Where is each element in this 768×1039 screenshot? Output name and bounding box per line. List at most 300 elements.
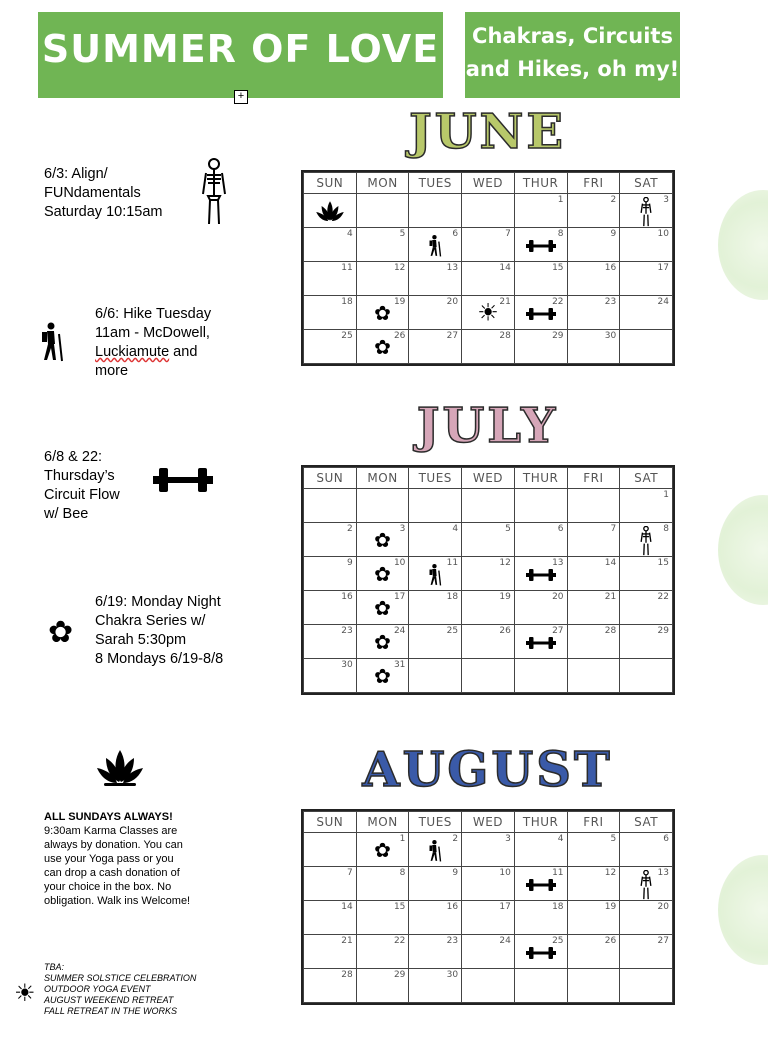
day-number: 14 bbox=[499, 263, 511, 273]
event-text: 6/3: Align/ bbox=[44, 166, 108, 182]
calendar-day-cell bbox=[620, 659, 673, 693]
calendar-day-cell bbox=[409, 659, 462, 693]
day-number: 4 bbox=[452, 524, 459, 534]
day-number: 22 bbox=[393, 936, 406, 946]
calendar-day-cell bbox=[409, 833, 462, 867]
event-text: and bbox=[169, 344, 198, 360]
calendar-day-cell bbox=[620, 867, 673, 901]
skeleton-icon bbox=[639, 870, 653, 900]
day-number: 9 bbox=[610, 229, 617, 239]
calendar-day-cell bbox=[356, 330, 409, 364]
calendar-day-cell bbox=[567, 659, 620, 693]
calendar-day-cell bbox=[356, 969, 409, 1003]
day-number: 18 bbox=[341, 297, 353, 307]
calendar-day-cell bbox=[620, 591, 673, 625]
tba-line: TBA: bbox=[44, 962, 65, 972]
calendar-day-cell bbox=[462, 262, 515, 296]
decorative-flower bbox=[718, 495, 768, 605]
month-title-august: AUGUST bbox=[362, 742, 613, 798]
calendar-day-cell bbox=[409, 867, 462, 901]
day-number: 6 bbox=[663, 834, 669, 844]
calendar-day-cell bbox=[567, 489, 620, 523]
day-number: 3 bbox=[505, 834, 511, 844]
calendar-day-cell bbox=[514, 833, 567, 867]
calendar-day-cell bbox=[514, 523, 567, 557]
weekday-header: FRI bbox=[567, 173, 620, 194]
calendar-day-cell bbox=[514, 901, 567, 935]
hiker-icon bbox=[427, 564, 443, 586]
calendar-day-cell bbox=[567, 296, 620, 330]
day-number: 2 bbox=[452, 834, 459, 844]
day-number: 13 bbox=[446, 263, 459, 273]
event-text: 6/6: Hike Tuesday bbox=[95, 306, 212, 322]
calendar-day-cell bbox=[567, 901, 620, 935]
lotus-icon bbox=[315, 200, 345, 224]
calendar-day-cell bbox=[567, 833, 620, 867]
day-number: 4 bbox=[346, 229, 353, 239]
day-number: 5 bbox=[610, 834, 617, 844]
calendar-day-cell bbox=[356, 489, 409, 523]
day-number: 12 bbox=[499, 558, 511, 568]
day-number: 14 bbox=[341, 902, 353, 912]
day-number: 13 bbox=[552, 558, 564, 568]
day-number: 28 bbox=[341, 970, 353, 980]
day-number: 19 bbox=[604, 902, 617, 912]
weekday-header: FRI bbox=[567, 468, 620, 489]
day-number: 27 bbox=[446, 331, 459, 341]
day-number: 16 bbox=[604, 263, 617, 273]
calendar-day-cell bbox=[620, 969, 673, 1003]
day-number: 23 bbox=[341, 626, 353, 636]
calendar-day-cell bbox=[462, 591, 515, 625]
weekday-header: WED bbox=[462, 812, 515, 833]
calendar-day-cell bbox=[356, 523, 409, 557]
day-number: 7 bbox=[505, 229, 511, 239]
weekday-header: MON bbox=[356, 173, 409, 194]
day-number: 23 bbox=[604, 297, 617, 307]
calendar-day-cell bbox=[462, 228, 515, 262]
flower-icon: ✿ bbox=[374, 564, 391, 587]
weekday-header: TUES bbox=[409, 173, 462, 194]
calendar-day-cell bbox=[409, 523, 462, 557]
calendar-july bbox=[301, 465, 675, 695]
weekday-header: WED bbox=[462, 468, 515, 489]
calendar-day-cell bbox=[409, 557, 462, 591]
event-text: FUNdamentals bbox=[44, 185, 141, 201]
day-number: 21 bbox=[499, 297, 511, 307]
tba-line: SUMMER SOLSTICE CELEBRATION bbox=[44, 973, 197, 983]
calendar-day-cell bbox=[462, 867, 515, 901]
calendar-day-cell bbox=[304, 935, 357, 969]
calendar-day-cell bbox=[356, 262, 409, 296]
day-number: 16 bbox=[446, 902, 459, 912]
weekday-header: SUN bbox=[304, 812, 357, 833]
calendar-day-cell bbox=[409, 194, 462, 228]
dumbbell-icon bbox=[526, 568, 556, 582]
calendar-august bbox=[301, 809, 675, 1005]
day-number: 2 bbox=[346, 524, 353, 534]
event-text: more bbox=[95, 363, 129, 379]
day-number: 8 bbox=[399, 868, 406, 878]
calendar-day-cell bbox=[620, 901, 673, 935]
calendar-day-cell bbox=[356, 659, 409, 693]
calendar-day-cell bbox=[304, 833, 357, 867]
day-number: 11 bbox=[446, 558, 459, 568]
day-number: 15 bbox=[552, 263, 564, 273]
calendar-day-cell bbox=[567, 969, 620, 1003]
calendar-day-cell bbox=[356, 625, 409, 659]
day-number: 7 bbox=[346, 868, 353, 878]
calendar-day-cell bbox=[409, 901, 462, 935]
calendar-day-cell bbox=[462, 194, 515, 228]
calendar-day-cell bbox=[514, 969, 567, 1003]
day-number: 5 bbox=[505, 524, 511, 534]
note-line: can drop a cash donation of bbox=[44, 867, 180, 879]
weekday-header: SAT bbox=[620, 812, 673, 833]
day-number: 30 bbox=[341, 660, 353, 670]
calendar-day-cell bbox=[620, 262, 673, 296]
calendar-day-cell bbox=[567, 867, 620, 901]
event-align bbox=[44, 165, 194, 222]
calendar-day-cell bbox=[514, 591, 567, 625]
day-number: 23 bbox=[446, 936, 459, 946]
calendar-day-cell bbox=[409, 489, 462, 523]
event-text: 6/8 & 22: bbox=[44, 449, 103, 465]
day-number: 30 bbox=[604, 331, 617, 341]
calendar-day-cell bbox=[514, 228, 567, 262]
calendar-day-cell bbox=[620, 935, 673, 969]
flower-icon: ✿ bbox=[374, 666, 391, 689]
calendar-day-cell bbox=[567, 625, 620, 659]
month-title-july: JULY bbox=[416, 398, 559, 454]
event-text: Luckiamute bbox=[95, 344, 170, 360]
calendar-day-cell bbox=[304, 330, 357, 364]
title-banner bbox=[38, 12, 443, 98]
note-line: obligation. Walk ins Welcome! bbox=[44, 895, 191, 907]
day-number: 30 bbox=[446, 970, 459, 980]
day-number: 14 bbox=[604, 558, 617, 568]
weekday-header: THUR bbox=[514, 812, 567, 833]
flower-icon: ✿ bbox=[374, 337, 391, 360]
event-hike bbox=[95, 305, 265, 381]
calendar-day-cell bbox=[567, 591, 620, 625]
day-number: 25 bbox=[552, 936, 564, 946]
calendar-day-cell bbox=[304, 194, 357, 228]
event-circuit bbox=[44, 448, 154, 524]
weekday-header: MON bbox=[356, 812, 409, 833]
day-number: 11 bbox=[341, 263, 353, 273]
flower-icon: ✿ bbox=[374, 530, 391, 553]
calendar-day-cell bbox=[304, 489, 357, 523]
day-number: 26 bbox=[604, 936, 617, 946]
calendar-day-cell bbox=[462, 901, 515, 935]
flower-icon: ✿ bbox=[374, 632, 391, 655]
day-number: 2 bbox=[610, 195, 617, 205]
dumbbell-icon bbox=[526, 307, 556, 321]
calendar-day-cell bbox=[462, 659, 515, 693]
day-number: 12 bbox=[393, 263, 406, 273]
subtitle-line: Chakras, Circuits bbox=[472, 24, 673, 48]
calendar-day-cell bbox=[462, 833, 515, 867]
day-number: 3 bbox=[399, 524, 406, 534]
calendar-day-cell bbox=[356, 935, 409, 969]
calendar-day-cell bbox=[409, 296, 462, 330]
day-number: 28 bbox=[604, 626, 617, 636]
calendar-day-cell bbox=[620, 489, 673, 523]
event-text: Circuit Flow bbox=[44, 487, 120, 503]
day-number: 21 bbox=[341, 936, 353, 946]
subtitle-banner bbox=[465, 12, 680, 98]
calendar-day-cell bbox=[620, 194, 673, 228]
day-number: 26 bbox=[393, 331, 406, 341]
calendar-day-cell bbox=[620, 296, 673, 330]
calendar-day-cell bbox=[567, 935, 620, 969]
day-number: 6 bbox=[557, 524, 564, 534]
weekday-header: THUR bbox=[514, 468, 567, 489]
day-number: 29 bbox=[657, 626, 669, 636]
calendar-day-cell bbox=[567, 330, 620, 364]
note-line: your choice in the box. No bbox=[44, 881, 172, 893]
day-number: 3 bbox=[663, 195, 669, 205]
day-number: 9 bbox=[452, 868, 459, 878]
page-title: SUMMER OF LOVE bbox=[41, 27, 440, 71]
sun-icon: ☀ bbox=[14, 980, 36, 1007]
calendar-day-cell bbox=[514, 867, 567, 901]
calendar-day-cell bbox=[304, 969, 357, 1003]
event-text: w/ Bee bbox=[44, 506, 89, 522]
day-number: 27 bbox=[657, 936, 669, 946]
calendar-day-cell bbox=[514, 489, 567, 523]
day-number: 20 bbox=[657, 902, 669, 912]
calendar-day-cell bbox=[304, 901, 357, 935]
day-number: 10 bbox=[393, 558, 406, 568]
note-line: 9:30am Karma Classes are bbox=[44, 825, 178, 837]
dumbbell-icon bbox=[526, 946, 556, 960]
day-number: 11 bbox=[552, 868, 564, 878]
calendar-day-cell bbox=[409, 228, 462, 262]
weekday-header: FRI bbox=[567, 812, 620, 833]
calendar-day-cell bbox=[409, 969, 462, 1003]
day-number: 5 bbox=[399, 229, 406, 239]
day-number: 10 bbox=[657, 229, 669, 239]
event-text: Chakra Series w/ bbox=[95, 613, 206, 629]
day-number: 15 bbox=[657, 558, 669, 568]
decorative-flower bbox=[718, 190, 768, 300]
calendar-day-cell bbox=[356, 296, 409, 330]
note-line: always by donation. You can bbox=[44, 839, 183, 851]
event-text: Saturday 10:15am bbox=[44, 204, 163, 220]
calendar-day-cell bbox=[620, 557, 673, 591]
event-text: 6/19: Monday Night bbox=[95, 594, 221, 610]
lotus-icon bbox=[96, 748, 144, 788]
calendar-day-cell bbox=[304, 659, 357, 693]
day-number: 1 bbox=[399, 834, 406, 844]
calendar-day-cell bbox=[514, 194, 567, 228]
weekday-header: WED bbox=[462, 173, 515, 194]
day-number: 17 bbox=[657, 263, 669, 273]
day-number: 20 bbox=[552, 592, 564, 602]
calendar-day-cell bbox=[304, 591, 357, 625]
day-number: 12 bbox=[604, 868, 617, 878]
skeleton-icon bbox=[200, 158, 228, 226]
calendar-day-cell bbox=[462, 489, 515, 523]
event-text: Thursday’s bbox=[44, 468, 115, 484]
event-text: Sarah 5:30pm bbox=[95, 632, 187, 648]
day-number: 4 bbox=[557, 834, 564, 844]
day-number: 18 bbox=[446, 592, 459, 602]
calendar-day-cell bbox=[567, 557, 620, 591]
calendar-day-cell bbox=[620, 833, 673, 867]
note-line: use your Yoga pass or you bbox=[44, 853, 174, 865]
tba-line: AUGUST WEEKEND RETREAT bbox=[44, 995, 174, 1005]
sundays-note bbox=[44, 810, 244, 908]
calendar-day-cell bbox=[462, 557, 515, 591]
calendar-day-cell bbox=[304, 262, 357, 296]
weekday-header: TUES bbox=[409, 812, 462, 833]
note-heading: ALL SUNDAYS ALWAYS! bbox=[44, 811, 173, 823]
day-number: 8 bbox=[663, 524, 669, 534]
calendar-day-cell bbox=[356, 228, 409, 262]
day-number: 20 bbox=[446, 297, 459, 307]
tba-line: OUTDOOR YOGA EVENT bbox=[44, 984, 151, 994]
event-chakra bbox=[95, 593, 275, 669]
calendar-day-cell bbox=[514, 262, 567, 296]
day-number: 25 bbox=[341, 331, 353, 341]
day-number: 21 bbox=[604, 592, 617, 602]
calendar-day-cell bbox=[514, 296, 567, 330]
calendar-june bbox=[301, 170, 675, 366]
day-number: 25 bbox=[446, 626, 459, 636]
tba-list bbox=[44, 962, 244, 1017]
day-number: 15 bbox=[393, 902, 406, 912]
day-number: 9 bbox=[346, 558, 353, 568]
calendar-day-cell bbox=[462, 330, 515, 364]
calendar-day-cell bbox=[462, 969, 515, 1003]
calendar-day-cell bbox=[567, 228, 620, 262]
event-text bbox=[95, 343, 265, 362]
day-number: 7 bbox=[610, 524, 617, 534]
dumbbell-icon bbox=[526, 878, 556, 892]
flower-icon: ✿ bbox=[48, 616, 74, 649]
calendar-day-cell bbox=[462, 523, 515, 557]
day-number: 6 bbox=[452, 229, 459, 239]
calendar-day-cell bbox=[462, 296, 515, 330]
flower-icon: ✿ bbox=[374, 303, 391, 326]
dumbbell-icon bbox=[153, 466, 213, 494]
skeleton-icon bbox=[639, 526, 653, 556]
calendar-day-cell bbox=[356, 867, 409, 901]
day-number: 29 bbox=[552, 331, 564, 341]
calendar-day-cell bbox=[409, 625, 462, 659]
calendar-day-cell bbox=[304, 557, 357, 591]
calendar-day-cell bbox=[514, 659, 567, 693]
day-number: 13 bbox=[657, 868, 669, 878]
calendar-day-cell bbox=[567, 262, 620, 296]
calendar-day-cell bbox=[409, 591, 462, 625]
skeleton-icon bbox=[639, 197, 653, 227]
calendar-day-cell bbox=[620, 228, 673, 262]
day-number: 17 bbox=[499, 902, 511, 912]
decorative-flower bbox=[718, 855, 768, 965]
calendar-day-cell bbox=[409, 330, 462, 364]
calendar-day-cell bbox=[462, 625, 515, 659]
calendar-day-cell bbox=[514, 330, 567, 364]
calendar-day-cell bbox=[356, 194, 409, 228]
day-number: 18 bbox=[552, 902, 564, 912]
calendar-day-cell bbox=[514, 625, 567, 659]
flower-icon: ✿ bbox=[374, 840, 391, 863]
calendar-day-cell bbox=[462, 935, 515, 969]
day-number: 24 bbox=[499, 936, 511, 946]
calendar-day-cell bbox=[514, 935, 567, 969]
hiker-icon bbox=[427, 235, 443, 257]
calendar-day-cell bbox=[620, 523, 673, 557]
calendar-day-cell bbox=[567, 194, 620, 228]
day-number: 26 bbox=[499, 626, 511, 636]
tba-line: FALL RETREAT IN THE WORKS bbox=[44, 1006, 178, 1016]
weekday-header: SAT bbox=[620, 173, 673, 194]
calendar-day-cell bbox=[356, 591, 409, 625]
calendar-day-cell bbox=[304, 625, 357, 659]
day-number: 24 bbox=[657, 297, 669, 307]
move-handle-icon[interactable]: + bbox=[234, 90, 248, 104]
day-number: 16 bbox=[341, 592, 353, 602]
day-number: 19 bbox=[499, 592, 511, 602]
weekday-header: SAT bbox=[620, 468, 673, 489]
weekday-header: SUN bbox=[304, 468, 357, 489]
hiker-icon bbox=[427, 840, 443, 862]
calendar-day-cell bbox=[304, 523, 357, 557]
weekday-header: TUES bbox=[409, 468, 462, 489]
calendar-day-cell bbox=[567, 523, 620, 557]
day-number: 22 bbox=[552, 297, 564, 307]
day-number: 17 bbox=[393, 592, 406, 602]
day-number: 24 bbox=[393, 626, 406, 636]
day-number: 19 bbox=[393, 297, 406, 307]
day-number: 31 bbox=[393, 660, 406, 670]
day-number: 22 bbox=[657, 592, 669, 602]
weekday-header: MON bbox=[356, 468, 409, 489]
calendar-day-cell bbox=[409, 262, 462, 296]
event-text: 11am - McDowell, bbox=[95, 325, 210, 341]
month-title-june: JUNE bbox=[408, 104, 567, 160]
dumbbell-icon bbox=[526, 636, 556, 650]
day-number: 1 bbox=[663, 490, 669, 500]
calendar-day-cell bbox=[304, 228, 357, 262]
day-number: 27 bbox=[552, 626, 564, 636]
weekday-header: SUN bbox=[304, 173, 357, 194]
event-text: 8 Mondays 6/19-8/8 bbox=[95, 651, 224, 667]
day-number: 10 bbox=[499, 868, 511, 878]
calendar-day-cell bbox=[620, 625, 673, 659]
calendar-day-cell bbox=[356, 557, 409, 591]
day-number: 1 bbox=[557, 195, 564, 205]
calendar-day-cell bbox=[514, 557, 567, 591]
hiker-icon bbox=[38, 322, 66, 362]
sun-icon: ☀ bbox=[477, 299, 499, 327]
flower-icon: ✿ bbox=[374, 598, 391, 621]
calendar-day-cell bbox=[409, 935, 462, 969]
weekday-header: THUR bbox=[514, 173, 567, 194]
calendar-day-cell bbox=[304, 296, 357, 330]
subtitle-line: and Hikes, oh my! bbox=[465, 57, 680, 81]
day-number: 29 bbox=[393, 970, 406, 980]
day-number: 8 bbox=[557, 229, 564, 239]
calendar-day-cell bbox=[356, 833, 409, 867]
calendar-day-cell bbox=[304, 867, 357, 901]
calendar-day-cell bbox=[356, 901, 409, 935]
day-number: 28 bbox=[499, 331, 511, 341]
